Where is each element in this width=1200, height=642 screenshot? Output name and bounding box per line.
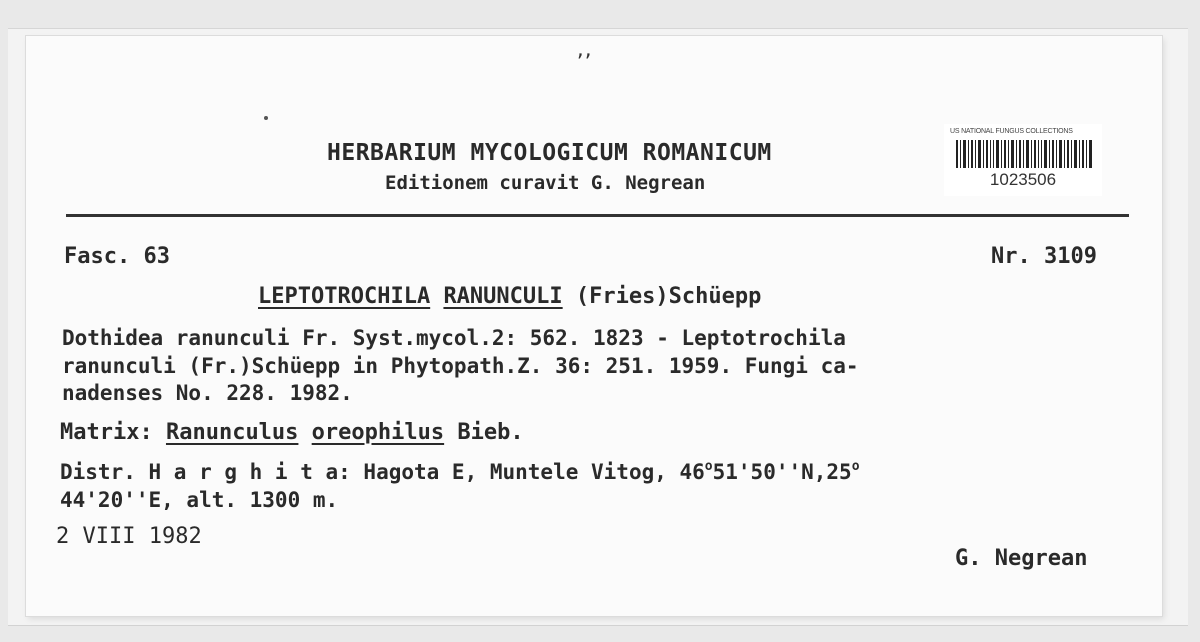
species-epithet: RANUNCULI — [443, 284, 563, 309]
collector-name: G. Negrean — [955, 546, 1088, 571]
header-divider — [66, 214, 1129, 217]
barcode-label — [944, 124, 1102, 196]
collection-date: 2 VIII 1982 — [56, 524, 202, 549]
host-genus: Ranunculus — [165, 420, 299, 445]
barcode-icon — [956, 140, 1092, 168]
ink-dot — [264, 116, 268, 120]
matrix-label: Matrix: — [60, 420, 153, 445]
species-name — [258, 284, 761, 309]
description-line: ranunculi (Fr.)Schüepp in Phytopath.Z. 36: 251. 1959. Fungi ca- — [62, 354, 859, 378]
barcode-number: 1023506 — [989, 170, 1057, 189]
matrix-line — [60, 420, 524, 445]
herbarium-title: HERBARIUM MYCOLOGICUM ROMANICUM — [327, 140, 772, 166]
distribution-lead: Distr. H a r g h i t a: Hagota E, Muntele Vitog, 46 — [60, 460, 705, 484]
fascicle-number: Fasc. 63 — [64, 244, 170, 269]
distribution-line — [60, 460, 860, 484]
degree-mark: o — [851, 459, 860, 474]
distribution-line-2: 44'20''E, alt. 1300 m. — [60, 488, 339, 512]
species-authority: (Fries)Schüepp — [575, 284, 762, 309]
genus-name: LEPTOTROCHILA — [258, 284, 431, 309]
description-line: Dothidea ranunculi Fr. Syst.mycol.2: 562. 1823 - Leptotrochila — [62, 326, 846, 350]
latitude-minutes: 51'50''N,25 — [712, 460, 852, 484]
description-line: nadenses No. 228. 1982. — [62, 381, 353, 405]
host-epithet: oreophilus — [311, 420, 445, 445]
specimen-number: Nr. 3109 — [991, 244, 1097, 269]
editor-line: Editionem curavit G. Negrean — [385, 172, 706, 194]
barcode-caption: US NATIONAL FUNGUS COLLECTIONS — [950, 128, 1073, 135]
degree-mark: o — [704, 459, 713, 474]
ink-mark: ,, — [575, 40, 591, 61]
host-authority: Bieb. — [457, 420, 524, 445]
